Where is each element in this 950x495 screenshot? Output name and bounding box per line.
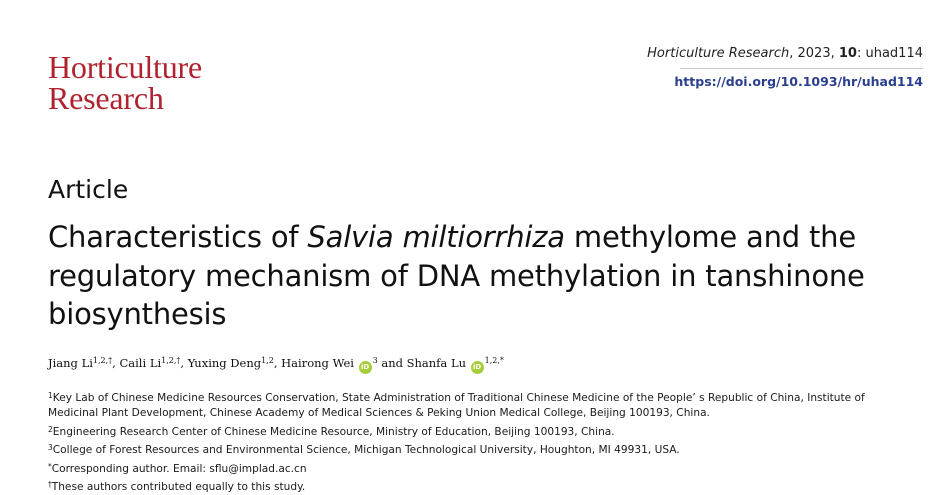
- author-name: Jiang Li: [48, 356, 93, 370]
- affiliation-text: Corresponding author. Email: sflu@implad.ac.cn: [51, 462, 307, 475]
- journal-logo-line1: Horticulture: [48, 49, 202, 85]
- title-suffix: methylome and the regulatory mechanism of DNA methylation in tanshinone biosynthesis: [48, 220, 865, 331]
- author-separator: and: [377, 356, 407, 370]
- affiliation-text: College of Forest Resources and Environmental Science, Michigan Technological University, Houghton, MI 49931, USA.: [52, 444, 680, 457]
- title-species: Salvia miltiorrhiza: [307, 220, 565, 254]
- citation-volume: 10: [838, 46, 857, 61]
- article-title: [48, 218, 928, 334]
- title-prefix: Characteristics of: [48, 220, 308, 254]
- author[interactable]: [119, 356, 180, 370]
- doi-link[interactable]: https://doi.org/10.1093/hr/uhad114: [674, 74, 923, 89]
- author-affiliation-marks: 3: [372, 356, 378, 365]
- journal-logo-line2: Research: [48, 80, 164, 116]
- author-name: Hairong Wei: [281, 356, 354, 370]
- corresponding-author-note: [48, 459, 908, 477]
- author-list: [48, 356, 504, 374]
- affiliation-text: Key Lab of Chinese Medicine Resources Conservation, State Administration of Traditional Chinese Medicine of the People’ s Republic of China, Institute of Medicinal Plant Development, Chinese Academy of Medical Sciences & Peking Union Medical College, Beijing 100193, China.: [48, 392, 865, 420]
- citation-article-id: : uhad114: [856, 46, 923, 61]
- affiliation-item: [48, 388, 908, 422]
- orcid-icon[interactable]: iD: [471, 361, 484, 374]
- affiliation-item: [48, 422, 908, 440]
- affiliations: [48, 388, 908, 495]
- citation-line: [647, 46, 923, 61]
- journal-logo: [48, 49, 202, 116]
- author[interactable]: [48, 356, 112, 370]
- citation-year: , 2023,: [789, 46, 839, 61]
- affiliation-mark: 3: [48, 443, 53, 453]
- orcid-icon[interactable]: iD: [359, 361, 372, 374]
- affiliation-mark: 2: [48, 424, 53, 434]
- author-separator: ,: [273, 356, 282, 370]
- affiliation-mark: *: [48, 461, 52, 471]
- citation-journal: Horticulture Research: [647, 46, 790, 61]
- equal-contribution-note: [48, 477, 908, 495]
- affiliation-mark: 1: [48, 391, 53, 400]
- article-type-label: Article: [48, 175, 129, 204]
- author[interactable]: [281, 356, 378, 370]
- author-name: Yuxing Deng: [187, 356, 262, 370]
- affiliation-item: [48, 440, 908, 458]
- author-affiliation-marks: 1,2: [261, 356, 274, 365]
- author-separator: ,: [180, 356, 188, 370]
- affiliation-text: Engineering Research Center of Chinese Medicine Resource, Ministry of Education, Beijing 100193, China.: [52, 425, 615, 438]
- author-name: Shanfa Lu: [406, 356, 466, 370]
- author-separator: ,: [112, 356, 120, 370]
- affiliation-text: These authors contributed equally to this study.: [51, 481, 306, 494]
- header-divider: [680, 68, 923, 69]
- affiliation-mark: †: [48, 480, 52, 490]
- author-affiliation-marks: 1,2,†: [92, 356, 113, 365]
- author-name: Caili Li: [119, 356, 162, 370]
- author[interactable]: [407, 356, 504, 370]
- author-affiliation-marks: 1,2,*: [484, 356, 504, 365]
- author[interactable]: [188, 356, 274, 370]
- author-affiliation-marks: 1,2,†: [161, 356, 181, 365]
